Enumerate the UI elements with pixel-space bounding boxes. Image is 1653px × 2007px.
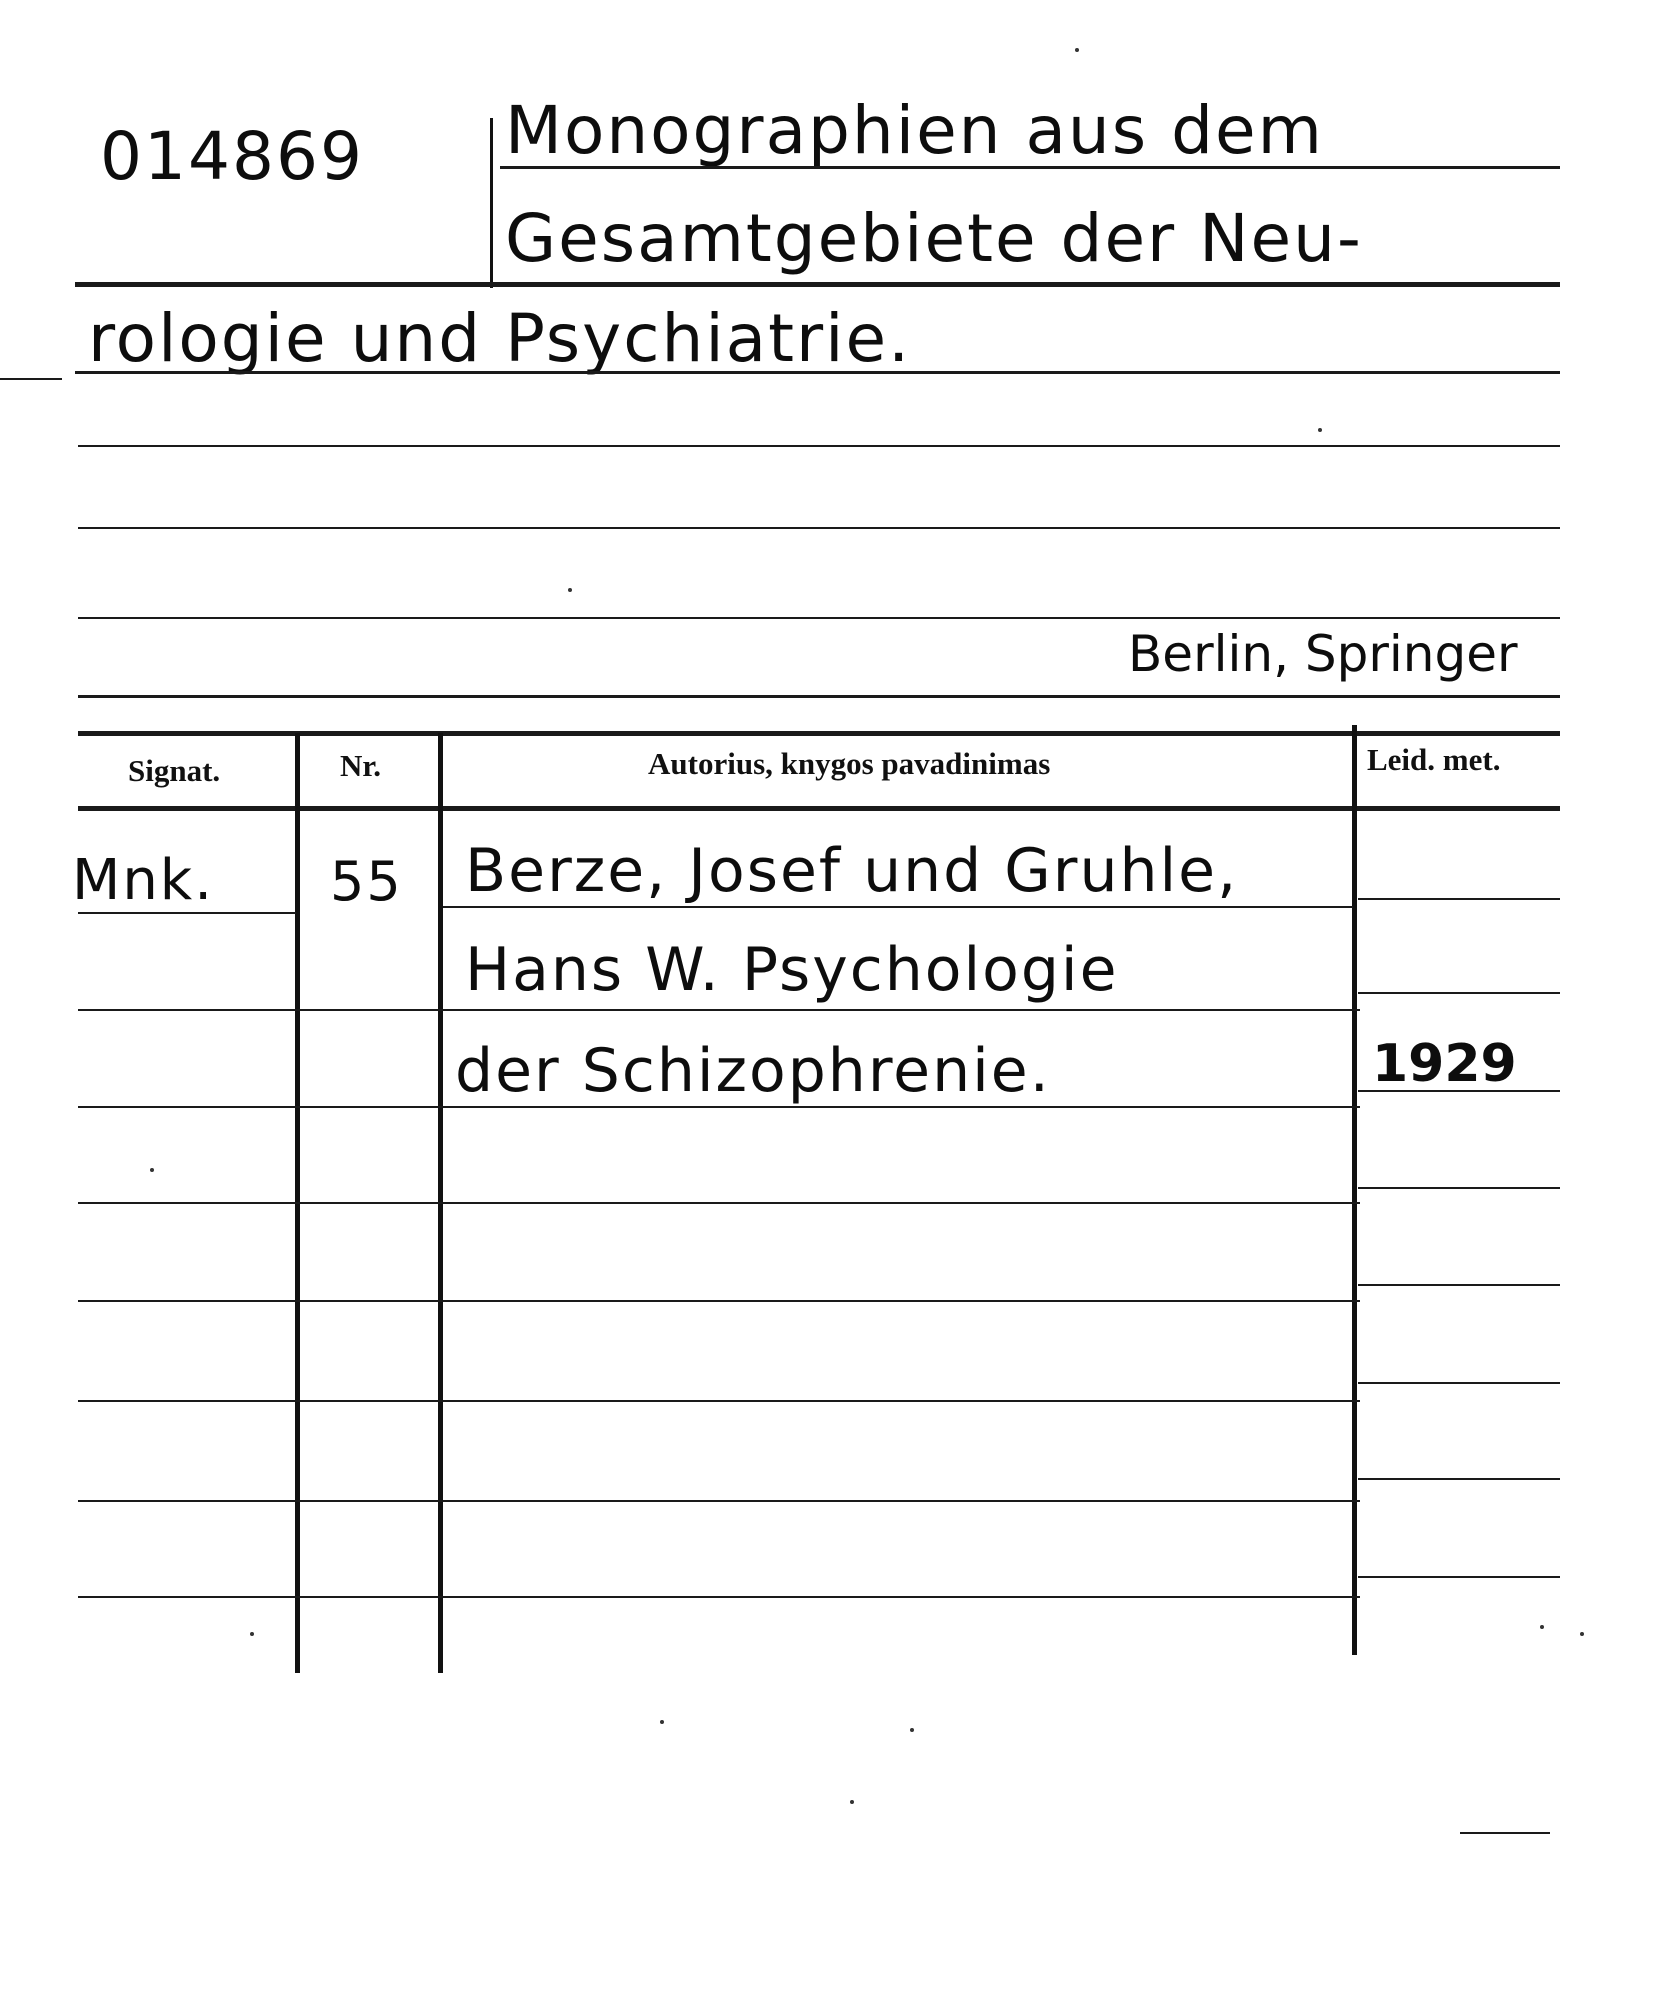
row-rule bbox=[1358, 1576, 1560, 1578]
title-rule-2 bbox=[75, 282, 1560, 287]
header-bottom-rule bbox=[78, 806, 1560, 811]
row-rule bbox=[78, 1500, 1360, 1502]
scan-speck bbox=[910, 1728, 914, 1732]
scan-speck bbox=[850, 1800, 854, 1804]
table-top-rule bbox=[78, 731, 1560, 736]
entry-title-line-1: Berze, Josef und Gruhle, bbox=[465, 836, 1239, 906]
column-divider-3 bbox=[1352, 725, 1357, 1655]
blank-rule-1 bbox=[78, 445, 1560, 447]
inventory-number: 014869 bbox=[100, 118, 364, 195]
title-rule-1 bbox=[500, 166, 1560, 169]
row-rule bbox=[443, 906, 1353, 908]
entry-year: 1929 bbox=[1372, 1034, 1517, 1094]
blank-rule-2 bbox=[78, 527, 1560, 529]
row-rule bbox=[1358, 1284, 1560, 1286]
header-year: Leid. met. bbox=[1367, 742, 1501, 777]
scan-speck bbox=[660, 1720, 664, 1724]
row-rule bbox=[1358, 1382, 1560, 1384]
row-rule bbox=[78, 1400, 1360, 1402]
blank-rule-3 bbox=[78, 617, 1560, 619]
entry-signature: Mnk. bbox=[72, 848, 215, 913]
scan-speck bbox=[1075, 48, 1079, 52]
scan-speck bbox=[1318, 428, 1322, 432]
scan-speck bbox=[150, 1168, 154, 1172]
publisher: Berlin, Springer bbox=[1128, 625, 1518, 683]
row-rule bbox=[1358, 992, 1560, 994]
title-separator bbox=[490, 118, 493, 288]
header-number: Nr. bbox=[340, 748, 382, 783]
header-signature: Signat. bbox=[128, 753, 221, 788]
scan-speck bbox=[1580, 1632, 1584, 1636]
header-author-title: Autorius, knygos pavadinimas bbox=[648, 746, 1051, 781]
scan-mark bbox=[0, 378, 62, 380]
row-rule bbox=[78, 1300, 1360, 1302]
series-title-line-3: rologie und Psychiatrie. bbox=[88, 300, 912, 377]
row-rule bbox=[1358, 1478, 1560, 1480]
row-rule bbox=[78, 1202, 1360, 1204]
scan-speck bbox=[568, 588, 572, 592]
row-rule bbox=[1358, 898, 1560, 900]
row-rule bbox=[1358, 1187, 1560, 1189]
scan-speck bbox=[250, 1632, 254, 1636]
entry-title-line-2: Hans W. Psychologie bbox=[465, 935, 1119, 1005]
scan-speck bbox=[1540, 1625, 1544, 1629]
entry-title-line-3: der Schizophrenie. bbox=[455, 1036, 1051, 1106]
publisher-rule bbox=[78, 695, 1560, 698]
scan-mark bbox=[1460, 1832, 1550, 1834]
title-rule-3 bbox=[75, 371, 1560, 374]
row-rule bbox=[78, 1009, 1360, 1011]
entry-number: 55 bbox=[330, 850, 403, 913]
row-rule bbox=[78, 1596, 1360, 1598]
row-rule bbox=[78, 1106, 1360, 1108]
series-title-line-1: Monographien aus dem bbox=[505, 92, 1324, 169]
series-title-line-2: Gesamtgebiete der Neu- bbox=[505, 200, 1363, 277]
